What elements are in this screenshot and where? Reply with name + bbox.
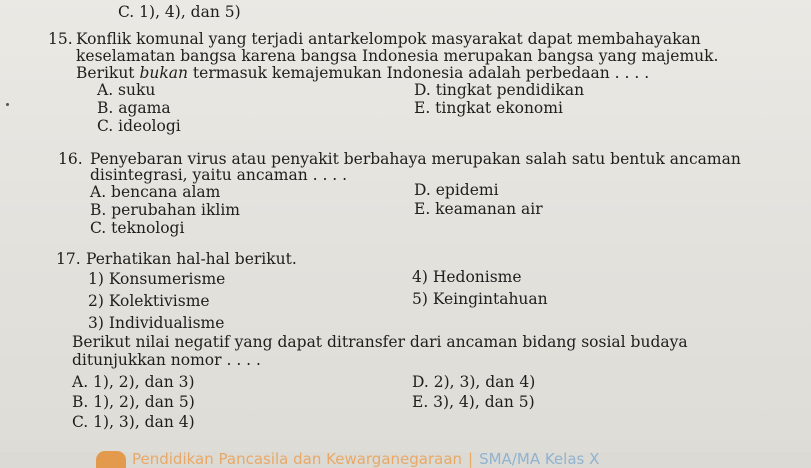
q16-option-a: A. bencana alam bbox=[90, 183, 221, 201]
q15-number: 15. bbox=[48, 30, 73, 48]
q16-option-c: C. teknologi bbox=[90, 219, 185, 237]
q16-option-d: D. epidemi bbox=[414, 181, 499, 199]
q16-line-2: disintegrasi, yaitu ancaman . . . . bbox=[90, 166, 348, 184]
footer-class-label: SMA/MA Kelas X bbox=[479, 450, 600, 468]
q15-option-b: B. agama bbox=[97, 99, 171, 117]
footer-book-title: Pendidikan Pancasila dan Kewarganegaraan bbox=[132, 450, 463, 468]
q16-number: 16. bbox=[58, 150, 83, 168]
footer-separator: | bbox=[468, 450, 474, 468]
q15-option-c: C. ideologi bbox=[97, 117, 181, 135]
q15-option-d: D. tingkat pendidikan bbox=[414, 81, 585, 99]
q15-option-a: A. suku bbox=[97, 81, 156, 99]
q17-option-c: C. 1), 3), dan 4) bbox=[72, 413, 195, 431]
footer-logo-icon bbox=[96, 451, 126, 468]
q17-option-e: E. 3), 4), dan 5) bbox=[412, 393, 535, 411]
footer bbox=[132, 450, 599, 468]
q15-line-3: Berikut bukan termasuk kemajemukan Indonesia adalah perbedaan . . . . bbox=[76, 64, 650, 82]
q17-item-3: 3) Individualisme bbox=[88, 314, 225, 332]
q15-line-2: keselamatan bangsa karena bangsa Indonesia merupakan bangsa yang majemuk. bbox=[76, 47, 719, 65]
q16-option-e: E. keamanan air bbox=[414, 200, 543, 218]
q17-option-d: D. 2), 3), dan 4) bbox=[412, 373, 536, 391]
prev-option-c: C. 1), 4), dan 5) bbox=[118, 3, 241, 21]
q17-item-2: 2) Kolektivisme bbox=[88, 292, 210, 310]
margin-mark bbox=[6, 103, 9, 106]
q17-option-b: B. 1), 2), dan 5) bbox=[72, 393, 195, 411]
q17-line-1: Berikut nilai negatif yang dapat ditransfer dari ancaman bidang sosial budaya bbox=[72, 333, 688, 351]
q17-item-1: 1) Konsumerisme bbox=[88, 270, 226, 288]
q15-option-e: E. tingkat ekonomi bbox=[414, 99, 563, 117]
q17-item-4: 4) Hedonisme bbox=[412, 268, 522, 286]
q16-line-1: Penyebaran virus atau penyakit berbahaya merupakan salah satu bentuk ancaman bbox=[90, 150, 741, 168]
q17-intro: Perhatikan hal-hal berikut. bbox=[86, 250, 297, 268]
q17-number: 17. bbox=[56, 250, 81, 268]
q17-item-5: 5) Keingintahuan bbox=[412, 290, 548, 308]
q15-line-1: Konflik komunal yang terjadi antarkelompok masyarakat dapat membahayakan bbox=[76, 30, 701, 48]
q17-line-2: ditunjukkan nomor . . . . bbox=[72, 351, 261, 369]
q17-option-a: A. 1), 2), dan 3) bbox=[72, 373, 195, 391]
q16-option-b: B. perubahan iklim bbox=[90, 201, 240, 219]
